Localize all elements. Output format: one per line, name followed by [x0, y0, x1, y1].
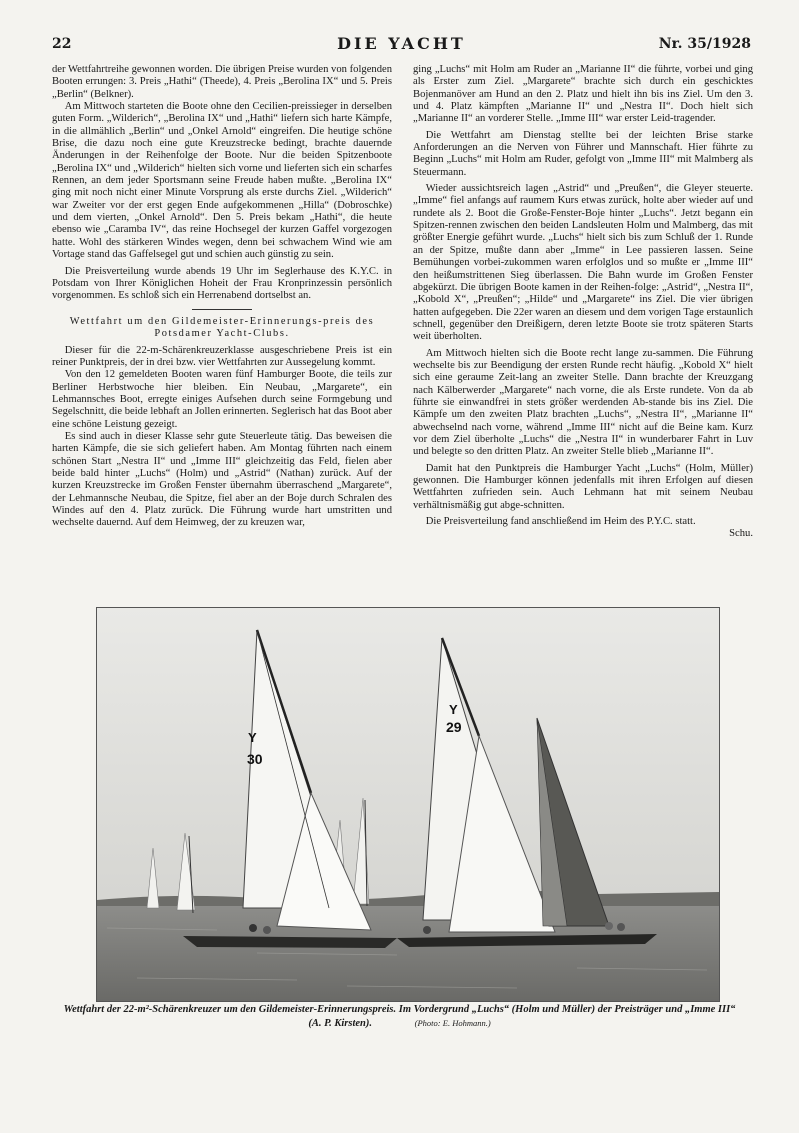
caption-text: Wettfahrt der 22-m²-Schärenkreuzer um den Gildemeister-Erinnerungspreis. Im Vordergrund „Luchs“ (Holm und Müller) der Preisträger und „Imme III“ (A. P. Kirsten). [63, 1004, 736, 1029]
article-paragraph: der Wettfahrtreihe gewonnen worden. Die übrigen Preise wurden von folgenden Booten errungen: 3. Preis „Hathi“ (Theede), 4. Preis „Berolina IX“ und 5. Preis „Berlin“ (Belkner). [52, 64, 392, 100]
sailing-photograph [96, 607, 720, 1002]
photo-illustration [97, 608, 719, 1001]
section-heading: Wettfahrt um den Gildemeister-Erinnerungs-preis des Potsdamer Yacht-Clubs. [69, 315, 375, 340]
article-paragraph: Wieder aussichtsreich lagen „Astrid“ und „Preußen“, die Gleyer steuerte. „Imme“ fiel anfangs auf raumem Kurs etwas zurück, holte aber wieder auf und rundete als 2. Boot die Große-Fenster-Boje hinter „Luchs“. Jetzt begann ein Spitzen-rennen zwischen den beiden Landsleuten Holm und Malmberg, das mit größter Energie geführt wurde. „Luchs“ hielt sich bis zum Schluß der 1. Runde an der Spitze, mußte dann aber „Imme“ in Lee passieren lassen. Seine Bemühungen vorbei-zukommen waren erfolglos und so mußte er „Imme III“ den heißumstrittenen Sieg überlassen. Die Bahn wurde im Großen Fenster abgekürzt. Die übrigen Boote kamen in der Reihen-folge: „Astrid“, „Nestra II“, „Kobold X“, „Preußen“; „Hilde“ und „Margarete“ ins Ziel. Die vier übrigen hatten aufgegeben. Die 22er waren an diesem und dem vorigen Tage erstaunlich schnell, gegenüber den Dreißigern, deren letzte Boote sie trotz späteren Starts weit überholten. [413, 183, 753, 343]
article-paragraph: Die Wettfahrt am Dienstag stellte bei der leichten Brise starke Anforderungen an die Nerven von Führer und Mannschaft. Hier führte zu Beginn „Luchs“ mit Holm am Ruder, gefolgt von „Imme III“ mit Malmberg als Steuermann. [413, 129, 753, 178]
page-number: 22 [52, 36, 72, 52]
article-paragraph: Die Preisverteilung fand anschließend im Heim des P.Y.C. statt. [425, 516, 696, 528]
author-signature: Schu. [729, 528, 753, 540]
article-paragraph: Am Mittwoch starteten die Boote ohne den Cecilien-preissieger in derselben guten Form. „Wilderich“, „Berolina IX“ und „Hathi“ liefern sich harte Kämpfe, in die allmählich „Berlin“ und „Onkel Arnold“ eingreifen. Die heutige schöne Brise, die dazu noch eine gute Kreuzstrecke bedingt, brachte dauernde Änderungen in der Reihenfolge der Boote. Nur die beiden Spitzenboote „Berolina IX“ und „Wilderich“ hielten sich vorne und lieferten sich ein scharfes Rennen, an dem jeder Sportsmann seine Freude haben mußte. „Berolina IX“ ging mit noch nicht einer Minute Vorsprung als erste durchs Ziel. „Wilderich“ war Zweiter vor der erst gegen Ende aufgekommenen „Hilla“ (Dobroschke) und dem vierten, „Onkel Arnold“. Den 5. Preis bekam „Hathi“, die heute ebenso wie „Caramba IV“, das reine Hochsegel der kurzen Gaffel vorgezogen hatte. Wohl des stärkeren Windes wegen, denn bei schwachem Wind wie am Vortage stand das Gaffelsegel gut und schien auch günstig zu sein. [52, 101, 392, 261]
left-column [52, 64, 392, 530]
masthead-title: DIE YACHT [337, 34, 466, 53]
article-paragraph: Die Preisverteilung wurde abends 19 Uhr im Seglerhause des K.Y.C. in Potsdam von Ihrer Königlichen Hoheit der Frau Kronprinzessin persönlich vorgenommen. Es schloß sich ein Herrenabend dortselbst an. [52, 265, 392, 302]
section-divider [192, 309, 252, 310]
sail-letter-left: Y [248, 730, 257, 745]
article-paragraph: ging „Luchs“ mit Holm am Ruder an „Marianne II“ die führte, vorbei und ging als Erster zum Ziel. „Margarete“ brachte sich durch ein geschicktes Bojenmanöver am Hund an den 2. Platz und hielt ihn bis ins Ziel. Um den 3. und 4. Platz kämpften „Marianne II“ und „Nestra II“. Doch hielt sich „Marianne II“ an vorderer Stelle. „Imme III“ war erster Leid-tragender. [413, 64, 753, 125]
sail-letter-right: Y [449, 702, 458, 717]
right-column [413, 64, 753, 541]
article-paragraph: Es sind auch in dieser Klasse sehr gute Steuerleute tätig. Das beweisen die harten Kämpfe, die sie sich geliefert haben. Am Montag führten nach einem schönen Start „Nestra II“ und „Imme III“ gleichzeitig das Feld, fielen aber beide bald hinter „Luchs“ (Holm) und „Astrid“ (Nathan) zurück. Auf der kurzen Kreuzstrecke im Großen Fenster übernahm überraschend „Margarete“, der Lehmannsche Neubau, die Spitze, fiel aber an der Boje durch Schralen des Windes auf den 4. Platz zurück. Die Führung wurde hart umstritten und wechselte dauernd. Auf dem Heimweg, der zu kreuzen war, [52, 430, 392, 529]
photo-credit: (Photo: E. Hohmann.) [414, 1017, 491, 1028]
article-paragraph: Von den 12 gemeldeten Booten waren fünf Hamburger Boote, die teils zur Berliner Herbstwoche hier bleiben. Ein Neubau, „Margarete“, ein Lehmannsches Boot, erregte einiges Aufsehen durch seine Formgebung und Segelschnitt, die beide lebhaft an Jollen erinnerten. Seglerisch hat das Boot aber eine schöne Leistung gezeigt. [52, 369, 392, 430]
article-paragraph: Am Mittwoch hielten sich die Boote recht lange zu-sammen. Die Führung wechselte bis zur Beendigung der ersten Runde recht häufig. „Kobold X“ hielt sich eine geraume Zeit-lang an zweiter Stelle. Dann brachte der Kreuzgang nach Kälberwerder „Margarete“ nach vorne, die als Erste rundete. Von da ab führte sie einwandfrei in stets größer werdenden Ab-stande bis ins Ziel. Die Kämpfe um den zweiten Platz brachten „Luchs“, „Nestra II“, „Marianne II“ abwechselnd nach vorne, während „Imme III“ nicht auf die Beine kam. Kurz vor dem Ziel überholte „Luchs“ die „Nestra II“ in wunderbarer Fahrt in Luv und belegte so den dritten Platz. An zweiter Stelle blieb „Marianne II“. [413, 347, 753, 458]
sail-number-right: 29 [446, 719, 462, 735]
photo-caption [60, 1004, 739, 1030]
page-header [52, 34, 751, 56]
article-paragraph: Dieser für die 22-m-Schärenkreuzerklasse ausgeschriebene Preis ist ein reiner Punktpreis, der in drei bzw. vier Wettfahrten zur Aussegelung kommt. [52, 344, 392, 368]
article-paragraph: Damit hat den Punktpreis die Hamburger Yacht „Luchs“ (Holm, Müller) gewonnen. Die Hamburger können jedenfalls mit ihren Erfolgen auf diesen Wettfahrten zufrieden sein. Auch Lehmann hat mit seinem Neubau verhältnismäßig gut abge-schnitten. [413, 462, 753, 511]
sail-number-left: 30 [247, 751, 263, 767]
issue-number: Nr. 35/1928 [658, 36, 751, 52]
